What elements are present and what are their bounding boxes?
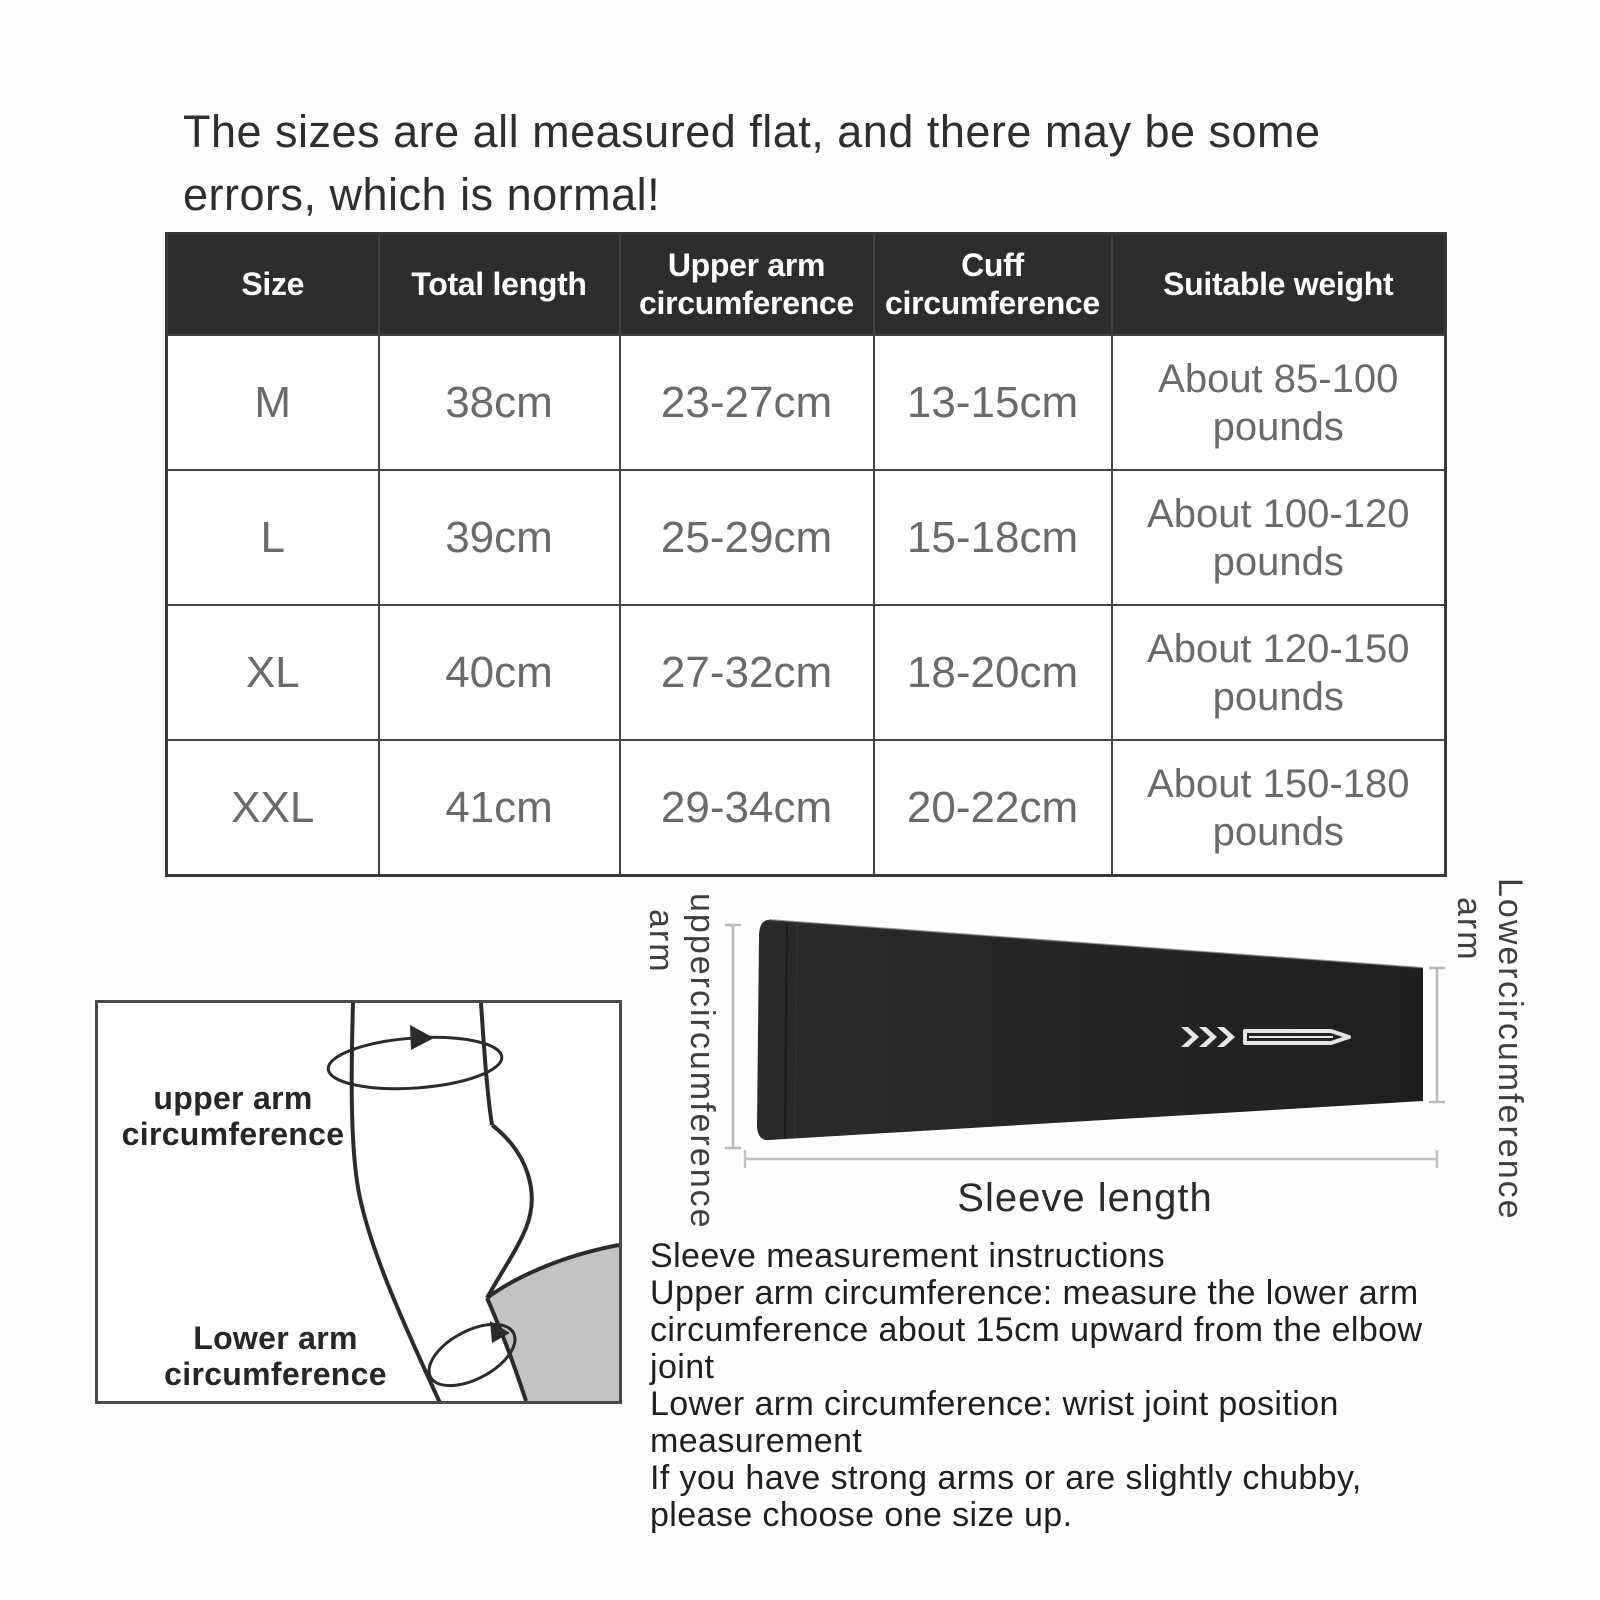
cell-upper-arm: 27-32cm (620, 605, 874, 740)
size-table (165, 232, 1447, 877)
instructions-line: please choose one size up. (650, 1496, 1073, 1534)
size-table-header-row (167, 234, 1446, 336)
cell-weight: About 120-150 pounds (1112, 605, 1446, 740)
cell-cuff: 20-22cm (874, 740, 1112, 876)
sleeve-length-measure-line (745, 1150, 1437, 1168)
page-heading (183, 100, 1321, 226)
cell-cuff: 13-15cm (874, 335, 1112, 470)
cell-size: L (167, 470, 379, 605)
cell-total-length: 41cm (379, 740, 620, 876)
heading-line-1: The sizes are all measured flat, and there may be some (183, 106, 1321, 157)
cell-weight: About 150-180 pounds (1112, 740, 1446, 876)
sleeve-diagram (725, 905, 1445, 1175)
cell-upper-arm: 23-27cm (620, 335, 874, 470)
upper-arm-measure-line (725, 925, 741, 1148)
lower-arm-measure-line (1429, 968, 1445, 1102)
elbow-curve (487, 1125, 532, 1298)
arm-measurement-diagram (95, 1000, 622, 1404)
instructions-line: If you have strong arms or are slightly chubby, (650, 1459, 1362, 1497)
table-row-l (167, 470, 1446, 605)
instructions-line: Lower arm circumference: wrist joint position (650, 1385, 1339, 1423)
cell-upper-arm: 25-29cm (620, 470, 874, 605)
instructions-line: joint (650, 1348, 715, 1386)
table-row-m (167, 335, 1446, 470)
sleeve-length-label: Sleeve length (957, 1176, 1213, 1220)
arm-upper-label-line2: circumference (121, 1115, 345, 1152)
measurement-instructions (650, 1238, 1422, 1534)
cell-size: XXL (167, 740, 379, 876)
col-header-total-length: Total length (379, 234, 620, 336)
arm-lower-label-line2: circumference (164, 1355, 387, 1392)
instructions-line: Sleeve measurement instructions (650, 1237, 1166, 1275)
arm-lower-label (153, 1321, 398, 1393)
cell-total-length: 40cm (379, 605, 620, 740)
cell-cuff: 15-18cm (874, 470, 1112, 605)
cell-weight: About 85-100 pounds (1112, 335, 1446, 470)
torso-shape (487, 1245, 619, 1401)
table-row-xl (167, 605, 1446, 740)
instructions-line: measurement (650, 1422, 863, 1460)
cell-total-length: 39cm (379, 470, 620, 605)
upper-ellipse-arrowhead (410, 1025, 434, 1050)
instructions-line: Upper arm circumference: measure the lower arm (650, 1274, 1419, 1312)
cell-size: M (167, 335, 379, 470)
heading-line-2: errors, which is normal! (183, 169, 661, 220)
sleeve-lower-arm-label-line2: circumference (1491, 980, 1529, 1221)
arm-upper-label (108, 1081, 358, 1153)
instructions-line: circumference about 15cm upward from the elbow (650, 1311, 1423, 1349)
sleeve-lower-arm-label (1444, 878, 1530, 1221)
sleeve-upper-arm-label-line2: circumference (683, 989, 721, 1230)
arm-upper-label-line1: upper arm (153, 1080, 313, 1116)
cell-total-length: 38cm (379, 335, 620, 470)
cell-cuff: 18-20cm (874, 605, 1112, 740)
col-header-cuff: Cuff circumference (874, 234, 1112, 336)
col-header-upper-arm: Upper arm circumference (620, 234, 874, 336)
col-header-weight: Suitable weight (1112, 234, 1446, 336)
cell-weight: About 100-120 pounds (1112, 470, 1446, 605)
arm-right-line (481, 1003, 492, 1125)
sleeve-upper-arm-label (636, 893, 722, 1230)
arm-lower-label-line1: Lower arm (193, 1320, 358, 1356)
sleeve-lower-arm-label-line1: Lower arm (1450, 878, 1529, 981)
sleeve-upper-arm-label-line1: upper arm (642, 893, 721, 990)
cell-size: XL (167, 605, 379, 740)
table-row-xxl (167, 740, 1446, 876)
cell-upper-arm: 29-34cm (620, 740, 874, 876)
col-header-size: Size (167, 234, 379, 336)
